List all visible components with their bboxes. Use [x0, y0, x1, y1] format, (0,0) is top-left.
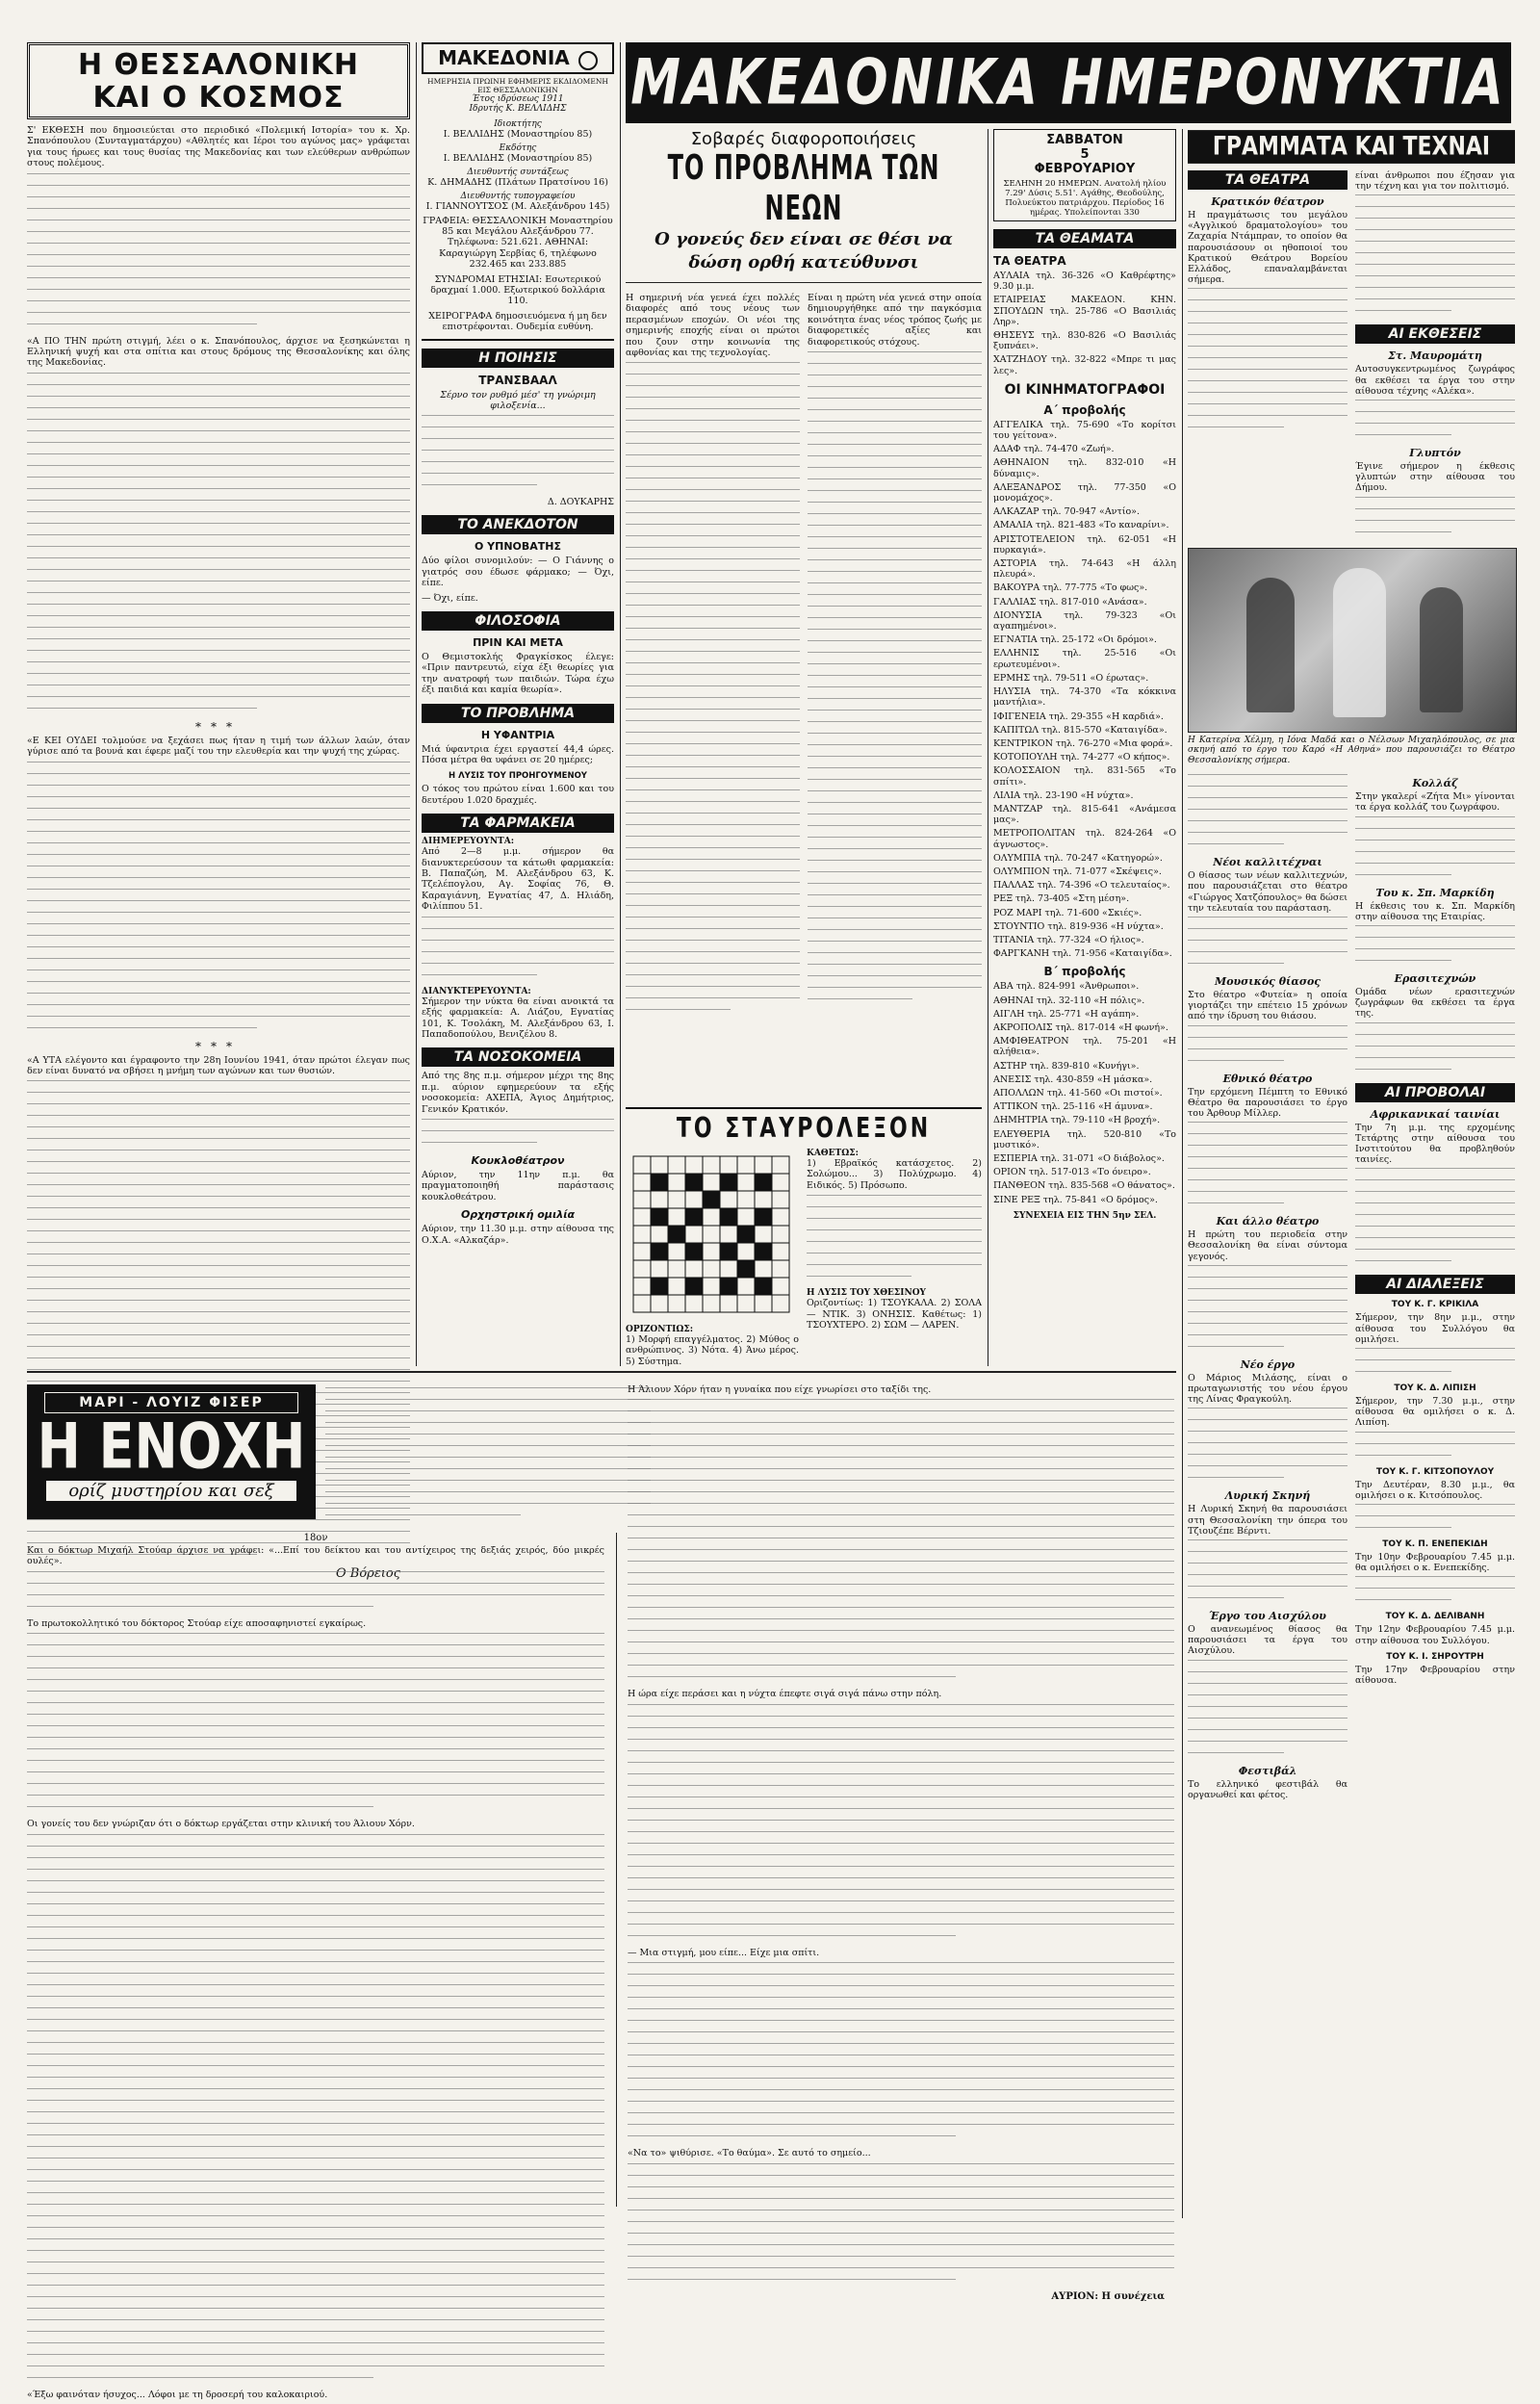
letters-p2: Ο θίασος των νέων καλλιτεχνών, που παρουσιάζεται στο θέατρο «Γιώργος Χατζόπουλος» θα δώσει την τελευταία του παράσταση. — [1188, 870, 1348, 914]
hospitals-header: ΤΑ ΝΟΣΟΚΟΜΕΙΑ — [422, 1047, 614, 1067]
theatre-photo-caption: Η Κατερίνα Χέλμη, η Ιόνα Μαδά και ο Νέλσων Μιχαηλόπουλος, σε μια σκηνή από το έργο του Καρό «Η Αθηνά» που παρουσιάζει το Θέατρο Θεσσαλονίκης σήμερα. — [1188, 735, 1515, 765]
crossword-cell — [772, 1243, 789, 1260]
publisher: Ι. ΒΕΛΛΙΔΗΣ (Μοναστηρίου 85) — [443, 152, 593, 164]
info-column — [422, 42, 614, 1371]
crossword-black-cell — [720, 1174, 737, 1191]
listing-entry: ΑΘΗΝΑΙΟΝ τηλ. 832-010 «Η δύναμις». — [993, 457, 1176, 479]
world-column: Η ΘΕΣΣΑΛΟΝΙΚΗ ΚΑΙ Ο ΚΟΣΜΟΣ Σ' ΕΚΘΕΣΗ που δημοσιεύεται στο περιοδικό «Πολεμική Ιστορία» του κ. Χρ. Σπανόπουλου (Συνταγματάρχου) «Αθλητές και Ιέροι του αγώνος μας» γράφεται για τους ήρωες και τους θυσίας της Μακεδονίας και των ελεύθερων ανθρώπων στους πολέμους. «Α ΠΟ ΤΗΝ πρώτη στιγμή, λέει ο κ. Σπανόπουλος, άρχισε να ξεσηκώνεται η Ελληνική ψυχή και στα σπίτια και στους δρόμους της Θεσσαλονίκης και όλης της Μακεδονίας. *** «Ε ΚΕΙ ΟΥΔΕΙ τολμούσε να ξεχάσει πως ήταν η τιμή των άλλων λαών, όταν γύρισε από τα βουνά και έφερε μαζί του την ελευθερία και την ψυχή της χώρας. *** «Α ΥΤΑ ελέγοντο και έγραφοντο την 28η Ιουνίου 1941, όταν πρώτοι έλεγαν πως δεν είναι δυνατό να σβήσει η μνήμη των αγώνων και των θυσιών. Ο Βόρειος — [27, 42, 410, 1371]
crossword-black-cell — [668, 1226, 685, 1243]
crossword-cell — [668, 1208, 685, 1226]
listing-entry: ΑΔΑΦ τηλ. 74-470 «Ζωή». — [993, 444, 1115, 455]
listing-entry: ΜΑΝΤΖΑΡ τηλ. 815-641 «Ανάμεσα μας». — [993, 803, 1176, 826]
crossword-cell — [651, 1191, 668, 1208]
world-text-lines — [27, 173, 410, 330]
listing-entry: ΑΠΟΛΛΩΝ τηλ. 41-560 «Οι πιστοί». — [993, 1087, 1163, 1099]
serial-p4: «Έξω φαινόταν ήσυχος... Λόφοι με τη δροσερή του καλοκαιριού. — [27, 2389, 328, 2400]
kouklotheatro-text: Αύριον, την 11ην π.μ. θα πραγματοποιηθή παράστασις κουκλοθεάτρου. — [422, 1169, 614, 1202]
listing-entry: ΑΛΚΑΖΑΡ τηλ. 70-947 «Αντίο». — [993, 506, 1140, 518]
youth-article — [626, 129, 982, 1236]
listing-entry: ΕΛΛΗΝΙΣ τηλ. 25-516 «Οι ερωτευμένοι». — [993, 648, 1176, 670]
letters-column — [1188, 129, 1515, 2218]
new-work-title: Νέο έργο — [1240, 1357, 1296, 1371]
orchestral-title: Ορχηστρική ομιλία — [460, 1208, 576, 1222]
crossword-cell — [737, 1278, 755, 1295]
masthead-founded: Έτος ιδρύσεως 1911 — [472, 93, 564, 104]
cinemas-sub: Α΄ προβολής — [1043, 402, 1126, 417]
crossword-cell — [755, 1260, 772, 1278]
ex1-text: Αυτοσυγκεντρωμένος ζωγράφος θα εκθέσει τα έργα του στην αίθουσα τέχνης «Αλέκα». — [1355, 364, 1515, 397]
publisher-label: Εκδότης — [499, 142, 537, 153]
listing-entry: ΛΙΛΙΑ τηλ. 23-190 «Η νύχτα». — [993, 789, 1134, 801]
crossword-cell — [668, 1295, 685, 1312]
listing-entry: ΑΜΦΙΘΕΑΤΡΟΝ τηλ. 75-201 «Η αλήθεια». — [993, 1036, 1176, 1058]
lec5-text: Την 12ην Φεβρουαρίου 7.45 μ.μ. στην αίθουσα του Συλλόγου. — [1355, 1624, 1515, 1646]
crossword-cell — [703, 1243, 720, 1260]
crossword-title: ΤΟ ΣΤΑΥΡΟΛΕΞΟΝ — [676, 1113, 932, 1145]
crossword-cell — [633, 1278, 651, 1295]
listing-entry: ΑΣΤΗΡ τηλ. 839-810 «Κυνήγι». — [993, 1060, 1140, 1072]
listing-entry: ΑΛΕΞΑΝΔΡΟΣ τηλ. 77-350 «Ο μονομάχος». — [993, 481, 1176, 504]
crossword-cell — [703, 1226, 720, 1243]
logo-sub: ΗΜΕΡΗΣΙΑ ΠΡΩΙΝΗ ΕΦΗΜΕΡΙΣ ΕΚΔΙΔΟΜΕΝΗ ΕΙΣ ΘΕΣΣΑΛΟΝΙΚΗΝ — [427, 76, 608, 94]
lec6-title: ΤΟΥ Κ. Ι. ΣΗΡΟΥΤΡΗ — [1386, 1651, 1484, 1662]
listing-entry: ΜΕΤΡΟΠΟΛΙΤΑΝ τηλ. 824-264 «Ο άγνωστος». — [993, 828, 1176, 850]
crossword-cell — [703, 1174, 720, 1191]
date-day: ΣΑΒΒΑΤΟΝ — [1046, 133, 1123, 147]
crossword-cell — [703, 1295, 720, 1312]
crossword-black-cell — [720, 1243, 737, 1260]
crossword-cell — [685, 1191, 703, 1208]
serial-p6: Η ώρα είχε περάσει και η νύχτα έπεφτε σιγά σιγά πάνω στην πόλη. — [628, 1689, 942, 1700]
cinemas-label: ΟΙ ΚΙΝΗΜΑΤΟΓΡΑΦΟΙ — [1004, 381, 1166, 398]
crossword-cell — [668, 1243, 685, 1260]
letters-p3: Στο θέατρο «Φυτεία» η οποία γιορτάζει την επέτειο 15 χρόνων από την ίδρυση του θιάσου. — [1188, 989, 1348, 1022]
serial-p2: Το πρωτοκολλητικό του δόκτορος Στούαρ είχε αποσαφηνιστεί εγκαίρως. — [27, 1617, 367, 1629]
letters-p7: Η Λυρική Σκηνή θα παρουσιάσει στη Θεσσαλονίκη την όπερα του Τζιουζέπε Βέρντι. — [1188, 1504, 1348, 1537]
crossword-cell — [685, 1260, 703, 1278]
serial-p7: — Μια στιγμή, μου είπε... Είχε μια σπίτι. — [628, 1947, 820, 1958]
crossword-cell — [720, 1191, 737, 1208]
listing-entry: ΑΡΙΣΤΟΤΕΛΕΙΟΝ τηλ. 62-051 «Η πυρκαγιά». — [993, 533, 1176, 556]
crossword-cell — [651, 1156, 668, 1174]
second-run-label: Β΄ προβολής — [1043, 965, 1126, 979]
director-label: Διευθυντής συντάξεως — [467, 167, 569, 177]
pharmacies-text2: Σήμερον την νύκτα θα είναι ανοικτά τα εξής φαρμακεία: Α. Λιάζου, Εγνατίας 101, Κ. Τσολάκη, Μ. Αλεξάνδρου 63, Ι. Παπαδοπούλου, Βενιζέλου 8. — [422, 995, 614, 1040]
masthead-banner — [626, 42, 1511, 123]
crossword-cell — [755, 1295, 772, 1312]
listing-entry: ΑΤΤΙΚΟΝ τηλ. 25-116 «Η άμυνα». — [993, 1101, 1153, 1113]
date-month: ΦΕΒΡΟΥΑΡΙΟΥ — [1034, 162, 1136, 176]
listing-entry: ΕΡΜΗΣ τηλ. 79-511 «Ο έρωτας». — [993, 672, 1149, 684]
crossword-cell — [755, 1156, 772, 1174]
lec1-text: Σήμερον, την 8ην μ.μ., στην αίθουσα του Συλλόγου θα ομιλήσει. — [1355, 1312, 1515, 1345]
crossword-cell — [772, 1226, 789, 1243]
listing-entry: ΡΟΖ ΜΑΡΙ τηλ. 71-600 «Σκιές». — [993, 907, 1142, 918]
youth-p1: Η σημερινή νέα γενεά έχει πολλές διαφορές από τους νέους των περασμένων εποχών. Οι νέοι της σημερινής εποχής είναι οι πρώτοι που ζουν στην κοινωνία της αφθονίας και της τεχνολογίας. — [626, 293, 800, 359]
serial-section — [27, 1379, 1176, 2400]
listing-entry: ΣΤΟΥΝΤΙΟ τηλ. 819-936 «Η νύχτα». — [993, 920, 1164, 932]
listing-entry: ΑΥΛΑΙΑ τηλ. 36-326 «Ο Καθρέφτης» 9.30 μ.μ. — [993, 271, 1176, 293]
problem-text: Μιά ύφαντρια έχει εργαστεί 44,4 ώρες. Πόσα μέτρα θα υφάνει σε 20 ημέρες; — [422, 743, 614, 766]
crossword-black-cell — [685, 1174, 703, 1191]
sc1-title: Αφρικανικαί ταινίαι — [1370, 1107, 1501, 1121]
logo-title: ΜΑΚΕΔΟΝΙΑ — [438, 46, 570, 69]
masthead-founder: Ιδρυτής Κ. ΒΕΛΛΙΔΗΣ — [469, 103, 567, 114]
shows-header: ΤΑ ΘΕΑΜΑΤΑ — [993, 229, 1176, 248]
crossword-cell — [685, 1226, 703, 1243]
orchestral-text: Αύριον, την 11.30 μ.μ. στην αίθουσα της Ο.Χ.Α. «Αλκαζάρ». — [422, 1224, 614, 1246]
letters-right2 — [1355, 771, 1515, 1803]
world-signature: Ο Βόρειος — [336, 1566, 400, 1582]
crossword-black-cell — [755, 1208, 772, 1226]
crossword-cell — [755, 1226, 772, 1243]
solution-title: Η ΛΥΣΙΣ ΤΟΥ ΠΡΟΗΓΟΥΜΕΝΟΥ — [449, 771, 587, 782]
solution-label: Η ΛΥΣΙΣ ΤΟΥ ΧΘΕΣΙΝΟΥ — [807, 1288, 926, 1299]
subscriptions: ΣΥΝΔΡΟΜΑΙ ΕΤΗΣΙΑΙ: Εσωτερικού δραχμαί 1.000. Εξωτερικού δολλάρια 110. — [430, 273, 605, 307]
lec2-text: Σήμερον, την 7.30 μ.μ., στην αίθουσα θα ομιλήσει ο κ. Δ. Λιπίση. — [1355, 1395, 1515, 1429]
anecdote-title: Ο ΥΠΝΟΒΑΤΗΣ — [474, 540, 562, 554]
manuscripts: ΧΕΙΡΟΓΡΑΦΑ δημοσιευόμενα ή μη δεν επιστρέφονται. Ουδεμία ευθύνη. — [422, 311, 614, 341]
crossword-cell — [633, 1174, 651, 1191]
youth-col-left — [626, 293, 800, 1021]
crossword-cell — [668, 1156, 685, 1174]
crossword-cell — [737, 1243, 755, 1260]
serial-p8: «Να το» ψιθύρισε. «Το θαύμα». Σε αυτό το σημείο... — [628, 2148, 871, 2159]
ex3-text: Στην γκαλερί «Ζήτα Μι» γίνονται τα έργα κολλάζ του ζωγράφου. — [1355, 791, 1515, 814]
crossword-grid — [626, 1149, 795, 1318]
crossword-black-cell — [737, 1260, 755, 1278]
listing-entry: ΦΑΡΓΚΑΝΗ τηλ. 71-956 «Καταιγίδα». — [993, 948, 1172, 960]
music-title: Μουσικός θίασος — [1215, 974, 1321, 988]
philosophy-text: Ο Θεμιστοκλής Φραγκίσκος έλεγε: «Πριν παντρευτώ, είχα έξι θεωρίες για την ανατροφή των παιδιών. Τώρα έχω έξι παιδιά και καμία θεωρία». — [422, 652, 614, 696]
listing-entry: ΑΝΕΣΙΣ τηλ. 430-859 «Η μάσκα». — [993, 1073, 1153, 1085]
crossword-cell — [720, 1295, 737, 1312]
crossword-cell — [737, 1295, 755, 1312]
listing-entry: ΟΛΥΜΠΙΟΝ τηλ. 71-077 «Σκέψεις». — [993, 866, 1162, 877]
poetry-lines: Σέρνο τον ρυθμό μέσ' τη γνώριμη φιλοξενία... — [440, 389, 596, 411]
listing-entry: ΑΜΑΛΙΑ τηλ. 821-483 «Το καναρίνι». — [993, 520, 1169, 531]
serial-kicker: ΜΑΡΙ - ΛΟΥΙΖ ΦΙΣΕΡ — [44, 1392, 298, 1413]
youth-title: ΤΟ ΠΡΟΒΛΗΜΑ ΤΩΝ ΝΕΩΝ — [667, 147, 940, 228]
crossword-cell — [720, 1156, 737, 1174]
lec3-text: Την Δευτέραν, 8.30 μ.μ., θα ομιλήσει ο κ. Κιτσόπουλος. — [1355, 1479, 1515, 1501]
crossword-cell — [703, 1208, 720, 1226]
lyric-title: Λυρική Σκηνή — [1224, 1489, 1311, 1503]
serial-p1: Και ο δόκτωρ Μιχαήλ Στούαρ άρχισε να γράφει: «...Επί του δείκτου και του αντίχειρος της δεξιάς χειρός, δύο μικρές ουλές». — [27, 1545, 604, 1567]
lec6-text: Την 17ην Φεβρουαρίου στην αίθουσα. — [1355, 1664, 1515, 1686]
crossword-black-cell — [685, 1208, 703, 1226]
crossword-black-cell — [720, 1208, 737, 1226]
solution-text-cw: Οριζοντίως: 1) ΤΣΟΥΚΑΛΑ. 2) ΣΟΛΑ — ΝΤΙΚ. 3) ΟΝΗΣΙΣ. Καθέτως: 1) ΤΣΟΥΧΤΕΡΟ. 2) ΣΩΜ — ΛΑΡΕΝ. — [807, 1298, 982, 1331]
listing-entry: ΧΑΤΖΗΔΟΥ τηλ. 32-822 «Μπρε τι μας λες». — [993, 354, 1176, 376]
ex5-text: Ομάδα νέων ερασιτεχνών ζωγράφων θα εκθέσει τα έργα της. — [1355, 986, 1515, 1020]
pharmacies-sub: ΔΙΗΜΕΡΕΥΟΥΝΤΑ: — [422, 837, 515, 847]
new-names-title: Νέοι καλλιτέχναι — [1213, 856, 1322, 869]
crossword-cell — [772, 1260, 789, 1278]
world-title-line2: ΚΑΙ Ο ΚΟΣΜΟΣ — [92, 81, 345, 115]
listing-entry: ΡΕΞ τηλ. 73-405 «Στη μέση». — [993, 893, 1130, 905]
cinemas-list — [993, 420, 1176, 960]
poetry-title: ΤΡΑΝΣΒΑΑΛ — [478, 373, 557, 387]
crossword-cell — [772, 1174, 789, 1191]
listing-entry: ΚΕΝΤΡΙΚΟΝ τηλ. 76-270 «Μια φορά». — [993, 737, 1173, 749]
theatre-photo — [1188, 548, 1517, 733]
exhibitions-tab: ΑΙ ΕΚΘΕΣΕΙΣ — [1355, 324, 1515, 344]
serial-body-right — [628, 1384, 1174, 2302]
listing-entry: ΙΦΙΓΕΝΕΙΑ τηλ. 29-355 «Η καρδιά». — [993, 711, 1164, 722]
listing-entry: ΑΚΡΟΠΟΛΙΣ τηλ. 817-014 «Η φωνή». — [993, 1021, 1168, 1033]
listing-entry: ΓΑΛΛΙΑΣ τηλ. 817-010 «Ανάσα». — [993, 596, 1147, 607]
masthead-title: ΜΑΚΕΔΟΝΙΚΑ ΗΜΕΡΟΝΥΚΤΙΑ — [630, 46, 1506, 119]
aeschylus-title: Έργο του Αισχύλου — [1209, 1609, 1326, 1622]
crossword-cell — [633, 1156, 651, 1174]
listing-entry: ΟΛΥΜΠΙΑ τηλ. 70-247 «Κατηγορώ». — [993, 852, 1163, 864]
crossword-cell — [737, 1208, 755, 1226]
listing-entry: ΔΙΟΝΥΣΙΑ τηλ. 79-323 «Οι αγαπημένοι». — [993, 609, 1176, 633]
world-intro: Σ' ΕΚΘΕΣΗ που δημοσιεύεται στο περιοδικό «Πολεμική Ιστορία» του κ. Χρ. Σπανόπουλου (Συνταγματάρχου) «Αθλητές και Ιέροι του αγώνος μας» γράφεται για τους ήρωες και τους θυσίας της Μακεδονίας και των ελεύθερων ανθρώπων στους πολέμους. — [27, 125, 410, 169]
ex5-title: Ερασιτεχνών — [1394, 971, 1476, 985]
crossword-cell — [633, 1295, 651, 1312]
crossword-black-cell — [720, 1278, 737, 1295]
listing-entry: ΒΑΚΟΥΡΑ τηλ. 77-775 «Το φως». — [993, 582, 1148, 594]
lec5-title: ΤΟΥ Κ. Δ. ΔΕΛΙΒΑΝΗ — [1385, 1612, 1485, 1622]
offices: ΓΡΑΦΕΙΑ: ΘΕΣΣΑΛΟΝΙΚΗ Μοναστηρίου 85 και Μεγάλου Αλεξάνδρου 77. Τηλέφωνα: 521.621. ΑΘΗΝΑΙ: Καραγιώργη Σερβίας 6, τηλέφωνο 232.465 και 233.885 — [423, 215, 613, 271]
lec2-title: ΤΟΥ Κ. Δ. ΛΙΠΙΣΗ — [1394, 1383, 1476, 1393]
theatres-label: ΤΑ ΘΕΑΤΡΑ — [993, 254, 1066, 268]
letters-p8: Ο ανανεωμένος θίασος θα παρουσιάσει τα έργα του Αισχύλου. — [1188, 1623, 1348, 1657]
listing-entry: ΔΗΜΗΤΡΙΑ τηλ. 79-110 «Η βροχή». — [993, 1115, 1161, 1126]
world-third: «Α ΥΤΑ ελέγοντο και έγραφοντο την 28η Ιουνίου 1941, όταν πρώτοι έλεγαν πως δεν είναι δυνατό να σβήσει η μνήμη των αγώνων και των θυσιών. — [27, 1054, 410, 1077]
ex4-title: Του κ. Σπ. Μαρκίδη — [1375, 886, 1495, 899]
poetry-author: Δ. ΔΟΥΚΑΡΗΣ — [547, 497, 614, 508]
lec4-title: ΤΟΥ Κ. Π. ΕΝΕΠΕΚΙΔΗ — [1382, 1538, 1488, 1549]
pharmacies-text: Από 2—8 μ.μ. σήμερον θα διανυκτερεύσουν τα κάτωθι φαρμακεία: Β. Παπαζώη, Μ. Αλεξάνδρου 63, Κ. Τζελέπογλου, Αγ. Σοφίας 76, Θ. Καραγιάννη, Εγνατίας 47, Δ. Ηλιάδη, Φιλίππου 51. — [422, 846, 614, 913]
listing-entry: ΑΒΑ τηλ. 824-991 «Άνθρωποι». — [993, 981, 1140, 993]
listing-entry: ΑΓΓΕΛΙΚΑ τηλ. 75-690 «Το κορίτσι του γείτονα». — [993, 419, 1176, 442]
problem-header: ΤΟ ΠΡΟΒΛΗΜΑ — [422, 704, 614, 723]
serial-subtitle: ορίζ μυστηρίου και σεξ — [46, 1481, 296, 1501]
sc1-text: Την 7η μ.μ. της ερχομένης Τετάρτης στην αίθουσα του Ινστιτούτου θα προβληθούν ταινίες. — [1355, 1122, 1515, 1166]
crossword-cell — [651, 1295, 668, 1312]
crossword-cell — [651, 1260, 668, 1278]
crossword-black-cell — [755, 1243, 772, 1260]
serial-p5: Η Άλιουν Χόρν ήταν η γυναίκα που είχε γνωρίσει στο ταξίδι της. — [628, 1384, 932, 1395]
listing-entry: ΠΑΝΘΕΟΝ τηλ. 835-568 «Ο θάνατος». — [993, 1180, 1175, 1192]
anecdote-joke: — Όχι, είπε. — [422, 592, 478, 604]
crossword-cell — [737, 1191, 755, 1208]
letters-p6: Ο Μάριος Μιλάσης, είναι ο πρωταγωνιστής του νέου έργου της Λίνας Φραγκούλη. — [1188, 1372, 1348, 1406]
listing-entry: ΟΡΙΟΝ τηλ. 517-013 «Το όνειρο». — [993, 1167, 1151, 1178]
crossword-cell — [668, 1278, 685, 1295]
crossword-cell — [755, 1191, 772, 1208]
festival-title: Φεστιβάλ — [1238, 1764, 1297, 1777]
crossword-black-cell — [685, 1243, 703, 1260]
letters-right — [1355, 170, 1515, 544]
lec4-text: Την 10ην Φεβρουαρίου 7.45 μ.μ. θα ομιλήσει ο κ. Ενεπεκίδης. — [1355, 1551, 1515, 1574]
crossword-cell — [772, 1278, 789, 1295]
serial-body-left — [27, 1533, 604, 2404]
crossword-black-cell — [651, 1243, 668, 1260]
crossword-cell — [772, 1156, 789, 1174]
second-run-list — [993, 981, 1176, 1204]
date-num: 5 — [1080, 147, 1090, 162]
kouklotheatro-title: Κουκλοθέατρον — [471, 1153, 565, 1167]
listing-entry: ΕΤΑΙΡΕΙΑΣ ΜΑΚΕΔΟΝ. ΚΗΝ. ΣΠΟΥΔΩΝ τηλ. 25-786 «Ο Βασιλιάς Ληρ». — [993, 295, 1176, 327]
world-title-line1: Η ΘΕΣΣΑΛΟΝΙΚΗ — [77, 48, 360, 82]
across-label: ΟΡΙΖΟΝΤΙΩΣ: — [626, 1325, 694, 1334]
letters-right1: είναι άνθρωποι που έζησαν για την τέχνη και για τον πολιτισμό. — [1355, 170, 1515, 193]
ex3-title: Κολλάζ — [1412, 777, 1458, 790]
ex2-title: Γλυπτόν — [1409, 447, 1461, 460]
another-title: Και άλλο θέατρο — [1216, 1215, 1320, 1228]
date-box — [993, 129, 1176, 221]
crossword-cell — [633, 1226, 651, 1243]
crossword-cell — [651, 1226, 668, 1243]
listing-entry: ΚΟΛΟΣΣΑΙΟΝ τηλ. 831-565 «Το σπίτι». — [993, 765, 1176, 788]
listing-entry: ΚΟΤΟΠΟΥΛΗ τηλ. 74-277 «Ο κήπος». — [993, 752, 1170, 763]
problem-title: Η ΥΦΑΝΤΡΙΑ — [480, 728, 555, 741]
listing-entry: ΗΛΥΣΙΑ τηλ. 74-370 «Τα κόκκινα μαντήλια». — [993, 686, 1176, 709]
across-text: 1) Μορφή επαγγέλματος. 2) Μύθος ο ανθρώπινος. 3) Νότα. 4) Άνω μέρος. 5) Σύστημα. — [626, 1334, 799, 1367]
crossword-cell — [737, 1174, 755, 1191]
listing-entry: ΑΙΓΛΗ τηλ. 25-771 «Η αγάπη». — [993, 1008, 1140, 1020]
letters-p5: Η πρώτη του περιοδεία στην Θεσσαλονίκη θα είναι σύντομα γεγονός. — [1188, 1229, 1348, 1262]
crossword-section — [626, 1107, 982, 1367]
state-theatre: Κρατικόν θέατρον — [1211, 195, 1324, 208]
serial-banner — [27, 1384, 316, 1519]
serial-title: Η ΕΝΟΧΗ — [37, 1409, 306, 1484]
crossword-cell — [668, 1191, 685, 1208]
letters-title: ΓΡΑΜΜΑΤΑ ΚΑΙ ΤΕΧΝΑΙ — [1188, 130, 1515, 164]
crossword-cell — [633, 1208, 651, 1226]
shows-continues: ΣΥΝΕΧΕΙΑ ΕΙΣ ΤΗΝ 5ην ΣΕΛ. — [1013, 1210, 1157, 1221]
poetry-header: Η ΠΟΙΗΣΙΣ — [422, 349, 614, 368]
crossword-black-cell — [651, 1174, 668, 1191]
crossword-cell — [737, 1156, 755, 1174]
lectures-tab: ΑΙ ΔΙΑΛΕΞΕΙΣ — [1355, 1275, 1515, 1294]
screenings-tab: ΑΙ ΠΡΟΒΟΛΑΙ — [1355, 1083, 1515, 1102]
youth-col-right — [808, 293, 982, 1021]
logo-emblem-icon — [578, 51, 598, 70]
youth-subtitle: Ο γονεύς δεν είναι σε θέσι να δώση ορθή κατεύθυνσι — [626, 228, 982, 283]
listing-entry: ΚΑΠΙΤΩΛ τηλ. 815-570 «Καταιγίδα». — [993, 724, 1168, 736]
theatres-tab: ΤΑ ΘΕΑΤΡΑ — [1188, 170, 1348, 190]
crossword-black-cell — [651, 1208, 668, 1226]
logo-box — [422, 42, 614, 74]
listing-entry: ΣΙΝΕ ΡΕΞ τηλ. 75-841 «Ο δρόμος». — [993, 1194, 1158, 1205]
crossword-cell — [772, 1191, 789, 1208]
crossword-cell — [703, 1260, 720, 1278]
down-text: 1) Εβραϊκός κατάσχετος. 2) Σολώμου... 3) Πολύχρωμο. 4) Ειδικός. 5) Πρόσωπο. — [807, 1158, 982, 1191]
lec3-title: ΤΟΥ Κ. Γ. ΚΙΤΣΟΠΟΥΛΟΥ — [1375, 1466, 1495, 1477]
serial-p3: Οι γονείς του δεν γνώριζαν ότι ο δόκτωρ εργάζεται στην κλινική του Άλιουν Χόρν. — [27, 1819, 415, 1830]
serial-tomorrow: ΑΥΡΙΟΝ: Η συνέχεια — [1051, 2290, 1165, 2302]
theatres-list — [993, 271, 1176, 376]
listing-entry: ΠΑΛΛΑΣ τηλ. 74-396 «Ο τελευταίος». — [993, 880, 1170, 892]
date-text: ΣΕΛΗΝΗ 20 ΗΜΕΡΩΝ. Ανατολή ηλίου 7.29' Δύσις 5.51'. Αγάθης, Θεοδούλης, Πολυεύκτου πατριάρχου. Περίοδος 16 ημέρας. Υπολείπονται 330 — [1003, 179, 1167, 218]
ex2-text: Έγινε σήμερον η έκθεσις γλυπτών στην αίθουσα του Δήμου. — [1355, 461, 1515, 494]
crossword-cell — [633, 1260, 651, 1278]
solution-text: Ο τόκος του πρώτου είναι 1.600 και του δευτέρου 1.020 δραχμές. — [422, 784, 614, 806]
youth-kicker: Σοβαρές διαφοροποιήσεις — [690, 129, 917, 149]
listing-entry: ΑΣΤΟΡΙΑ τηλ. 74-643 «Η άλλη πλευρά». — [993, 558, 1176, 581]
director: Κ. ΔΗΜΑΔΗΣ (Πλάτων Πρατσίνου 16) — [427, 176, 608, 188]
serial-episode: 18ον — [303, 1533, 328, 1543]
crossword-cell — [633, 1191, 651, 1208]
crossword-black-cell — [685, 1278, 703, 1295]
crossword-black-cell — [651, 1278, 668, 1295]
ex1-title: Στ. Μαυρομάτη — [1388, 349, 1482, 363]
crossword-black-cell — [755, 1174, 772, 1191]
letters-left — [1188, 170, 1348, 544]
serial-col-a — [325, 1384, 651, 1529]
listing-entry: ΤΙΤΑΝΙΑ τηλ. 77-324 «Ο ήλιος». — [993, 934, 1144, 945]
ex4-text: Η έκθεσις του κ. Σπ. Μαρκίδη στην αίθουσα της Εταιρίας. — [1355, 900, 1515, 922]
philosophy-title: ΠΡΙΝ ΚΑΙ ΜΕΤΑ — [473, 636, 563, 649]
pharmacies-sub2: ΔΙΑΝΥΚΤΕΡΕΥΟΥΝΤΑ: — [422, 986, 531, 996]
owner: Ι. ΒΕΛΛΙΔΗΣ (Μοναστηρίου 85) — [443, 128, 593, 140]
owner-label: Ιδιοκτήτης — [494, 118, 542, 129]
crossword-cell — [685, 1156, 703, 1174]
lec1-title: ΤΟΥ Κ. Γ. ΚΡΙΚΙΛΑ — [1391, 1300, 1479, 1310]
crossword-cell — [703, 1156, 720, 1174]
crossword-cell — [772, 1208, 789, 1226]
pharmacies-header: ΤΑ ΦΑΡΜΑΚΕΙΑ — [422, 814, 614, 833]
separator-stars: *** — [195, 719, 242, 734]
listing-entry: ΕΣΠΕΡΙΑ τηλ. 31-071 «Ο διάβολος». — [993, 1153, 1165, 1164]
listing-entry: ΕΛΕΥΘΕΡΙΑ τηλ. 520-810 «Το μυστικό». — [993, 1128, 1176, 1150]
hospitals-text: Από της 8ης π.μ. σήμερον μέχρι της 8ης π.μ. αύριον εφημερεύουν τα εξής νοσοκομεία: ΑΧΕΠΑ, Άγιος Δημήτριος, Γενικόν Κρατικόν. — [422, 1071, 614, 1115]
letters-p1: Η πραγμάτωσις του μεγάλου «Αγγλικού δραματολογίου» του Ζαχαρία Ντάμπραν, το οποίον θα παρουσιάσουν οι ηθοποιοί του Κρατικού Θεάτρου Βορείου Ελλάδος, επαναλαμβάνεται σήμερα. — [1188, 210, 1348, 286]
listing-entry: ΕΓΝΑΤΙΑ τηλ. 25-172 «Οι δρόμοι». — [993, 634, 1157, 646]
youth-p2: Είναι η πρώτη νέα γενεά στην οποία δημιουργήθηκε από την παγκόσμια κοινότητα ένας νέος τρόπος ζωής με διαφορετικές αξίες και διαφορετικούς στόχους. — [808, 293, 982, 348]
crossword-cell — [720, 1260, 737, 1278]
crossword-cell — [685, 1295, 703, 1312]
crossword-cell — [703, 1278, 720, 1295]
world-lead: «Α ΠΟ ΤΗΝ πρώτη στιγμή, λέει ο κ. Σπανόπουλος, άρχισε να ξεσηκώνεται η Ελληνική ψυχή και στα σπίτια και στους δρόμους της Θεσσαλονίκης και όλης της Μακεδονίας. — [27, 335, 410, 369]
anecdote-text: Δύο φίλοι συνομιλούν: — Ο Γιάννης ο γιατρός σου έδωσε φάρμακο; — Όχι, είπε. — [422, 556, 614, 589]
national-title: Εθνικό θέατρο — [1222, 1072, 1313, 1085]
crossword-cell — [720, 1226, 737, 1243]
crossword-cell — [668, 1174, 685, 1191]
typo: Ι. ΓΙΑΝΝΟΥΤΣΟΣ (Μ. Αλεξάνδρου 145) — [425, 200, 610, 212]
anecdote-header: ΤΟ ΑΝΕΚΔΟΤΟΝ — [422, 515, 614, 534]
world-second: «Ε ΚΕΙ ΟΥΔΕΙ τολμούσε να ξεχάσει πως ήταν η τιμή των άλλων λαών, όταν γύρισε από τα βουνά και έφερε μαζί του την ελευθερία και την ψυχή της χώρας. — [27, 735, 410, 758]
down-label: ΚΑΘΕΤΩΣ: — [807, 1149, 859, 1158]
crossword-black-cell — [737, 1226, 755, 1243]
typo-label: Διευθυντής τυπογραφείου — [460, 191, 576, 201]
crossword-cell — [668, 1260, 685, 1278]
crossword-cell — [633, 1243, 651, 1260]
letters-p9: Το ελληνικό φεστιβάλ θα οργανωθεί και φέτος. — [1188, 1778, 1348, 1800]
philosophy-header: ΦΙΛΟΣΟΦΙΑ — [422, 611, 614, 631]
letters-p4: Την ερχόμενη Πέμπτη το Εθνικό Θέατρο θα παρουσιάσει το έργο του Άρθουρ Μίλλερ. — [1188, 1086, 1348, 1119]
crossword-black-cell — [755, 1278, 772, 1295]
crossword-cell — [772, 1295, 789, 1312]
crossword-black-cell — [703, 1191, 720, 1208]
letters-left2 — [1188, 771, 1348, 1803]
world-title-box — [27, 42, 410, 119]
listing-entry: ΘΗΣΕΥΣ τηλ. 830-826 «Ο Βασιλιάς ξυπνάει». — [993, 330, 1176, 352]
listing-entry: ΑΘΗΝΑΙ τηλ. 32-110 «Η πόλις». — [993, 995, 1145, 1006]
